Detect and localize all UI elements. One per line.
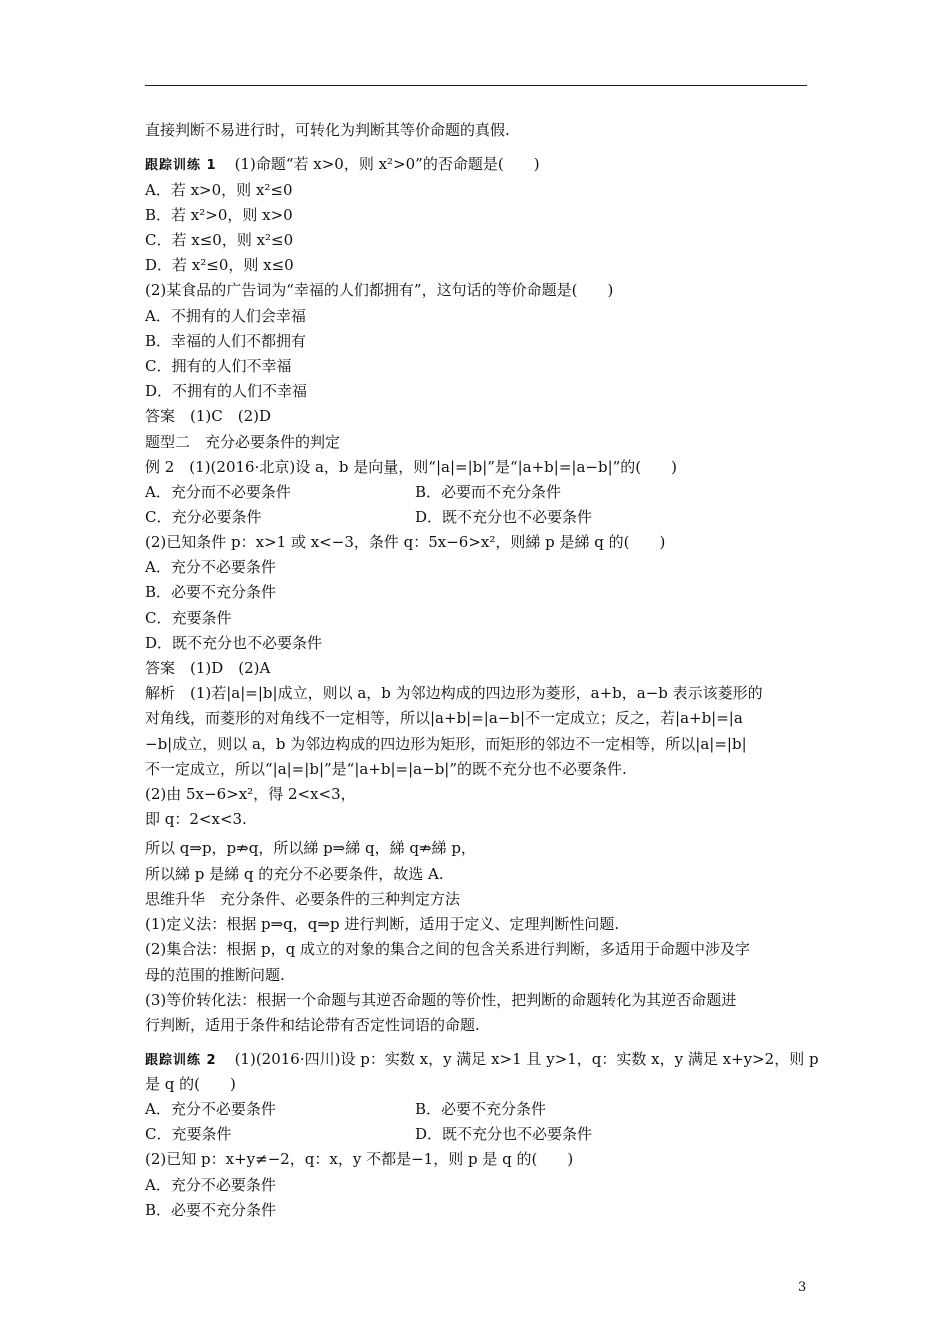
analysis-text: 所以 q⇒p，p⇏q，所以綈 p⇒綈 q，綈 q⇏綈 p，: [145, 839, 476, 857]
text-line: 直接判断不易进行时，可转化为判断其等价命题的真假.: [145, 121, 510, 139]
option-b: B．幸福的人们不都拥有: [145, 332, 307, 350]
example-question: 例 2 (1)(2016·北京)设 a，b 是向量，则“|a|=|b|”是“|a+b|=|a−b|”的( ): [145, 458, 678, 476]
header-rule: [145, 85, 807, 86]
question-text: (2)已知 p：x+y≠−2，q：x，y 不都是−1，则 p 是 q 的( ): [145, 1150, 574, 1168]
option-d: D．若 x²≤0，则 x≤0: [145, 256, 294, 274]
question-text: (1)命题“若 x>0，则 x²>0”的否命题是( ): [234, 155, 540, 173]
option-c: C．若 x≤0，则 x²≤0: [145, 231, 294, 249]
analysis-text: 即 q：2<x<3.: [145, 810, 247, 828]
option-d: D．既不充分也不必要条件: [145, 634, 323, 652]
answer-line: 答案 (1)C (2)D: [145, 407, 271, 425]
exercise-tag: 跟踪训练 2: [145, 1053, 217, 1068]
method-text: (1)定义法：根据 p⇒q，q⇒p 进行判断，适用于定义、定理判断性问题.: [145, 915, 620, 933]
exercise-line: [145, 1049, 819, 1071]
option-c: C．充要条件: [145, 609, 232, 627]
question-text: 是 q 的( ): [145, 1075, 236, 1093]
option-d: D．不拥有的人们不幸福: [145, 382, 308, 400]
analysis-text: −b|成立，则以 a，b 为邻边构成的四边形为矩形，而矩形的邻边不一定相等，所以|a|=|b|: [145, 735, 747, 753]
method-text: 行判断，适用于条件和结论带有否定性词语的命题.: [145, 1016, 480, 1034]
method-text: (3)等价转化法：根据一个命题与其逆否命题的等价性，把判断的命题转化为其逆否命题进: [145, 991, 737, 1009]
summary-heading: 思维升华 充分条件、必要条件的三种判定方法: [145, 890, 461, 908]
page-number: 3: [798, 1280, 807, 1295]
option-d: D．既不充分也不必要条件: [415, 508, 593, 526]
method-text: 母的范围的推断问题.: [145, 966, 285, 984]
option-c: C．充分必要条件: [145, 508, 262, 526]
option-b: B．必要不充分条件: [415, 1100, 547, 1118]
option-a: A．充分不必要条件: [145, 558, 276, 576]
option-b: B．必要不充分条件: [145, 1201, 277, 1219]
option-a: A．充分不必要条件: [145, 1176, 276, 1194]
option-a: A．若 x>0，则 x²≤0: [145, 181, 293, 199]
option-c: C．充要条件: [145, 1125, 232, 1143]
option-a: A．充分不必要条件: [145, 1100, 276, 1118]
option-d: D．既不充分也不必要条件: [415, 1125, 593, 1143]
option-b: B．必要而不充分条件: [415, 483, 562, 501]
analysis-text: (2)由 5x−6>x²，得 2<x<3，: [145, 785, 356, 803]
question-text: (2)已知条件 p：x>1 或 x<−3，条件 q：5x−6>x²，则綈 p 是綈 q 的( ): [145, 533, 666, 551]
option-c: C．拥有的人们不幸福: [145, 357, 292, 375]
analysis-text: 不一定成立，所以“|a|=|b|”是“|a+b|=|a−b|”的既不充分也不必要条件.: [145, 760, 627, 778]
option-b: B．必要不充分条件: [145, 583, 277, 601]
option-a: A．不拥有的人们会幸福: [145, 307, 306, 325]
exercise-line: [145, 154, 540, 176]
analysis-text: 解析 (1)若|a|=|b|成立，则以 a，b 为邻边构成的四边形为菱形，a+b，a−b 表示该菱形的: [145, 684, 763, 702]
section-heading: 题型二 充分必要条件的判定: [145, 433, 341, 451]
exercise-tag: 跟踪训练 1: [145, 158, 217, 173]
option-a: A．充分而不必要条件: [145, 483, 291, 501]
option-b: B．若 x²>0，则 x>0: [145, 206, 293, 224]
analysis-text: 对角线，而菱形的对角线不一定相等，所以|a+b|=|a−b|不一定成立；反之，若|a+b|=|a: [145, 709, 743, 727]
question-text: (2)某食品的广告词为“幸福的人们都拥有”，这句话的等价命题是( ): [145, 281, 614, 299]
question-text: (1)(2016·四川)设 p：实数 x，y 满足 x>1 且 y>1，q：实数 x，y 满足 x+y>2，则 p: [234, 1050, 819, 1068]
answer-line: 答案 (1)D (2)A: [145, 659, 271, 677]
analysis-text: 所以綈 p 是綈 q 的充分不必要条件，故选 A.: [145, 865, 444, 883]
method-text: (2)集合法：根据 p，q 成立的对象的集合之间的包含关系进行判断，多适用于命题中涉及字: [145, 940, 750, 958]
